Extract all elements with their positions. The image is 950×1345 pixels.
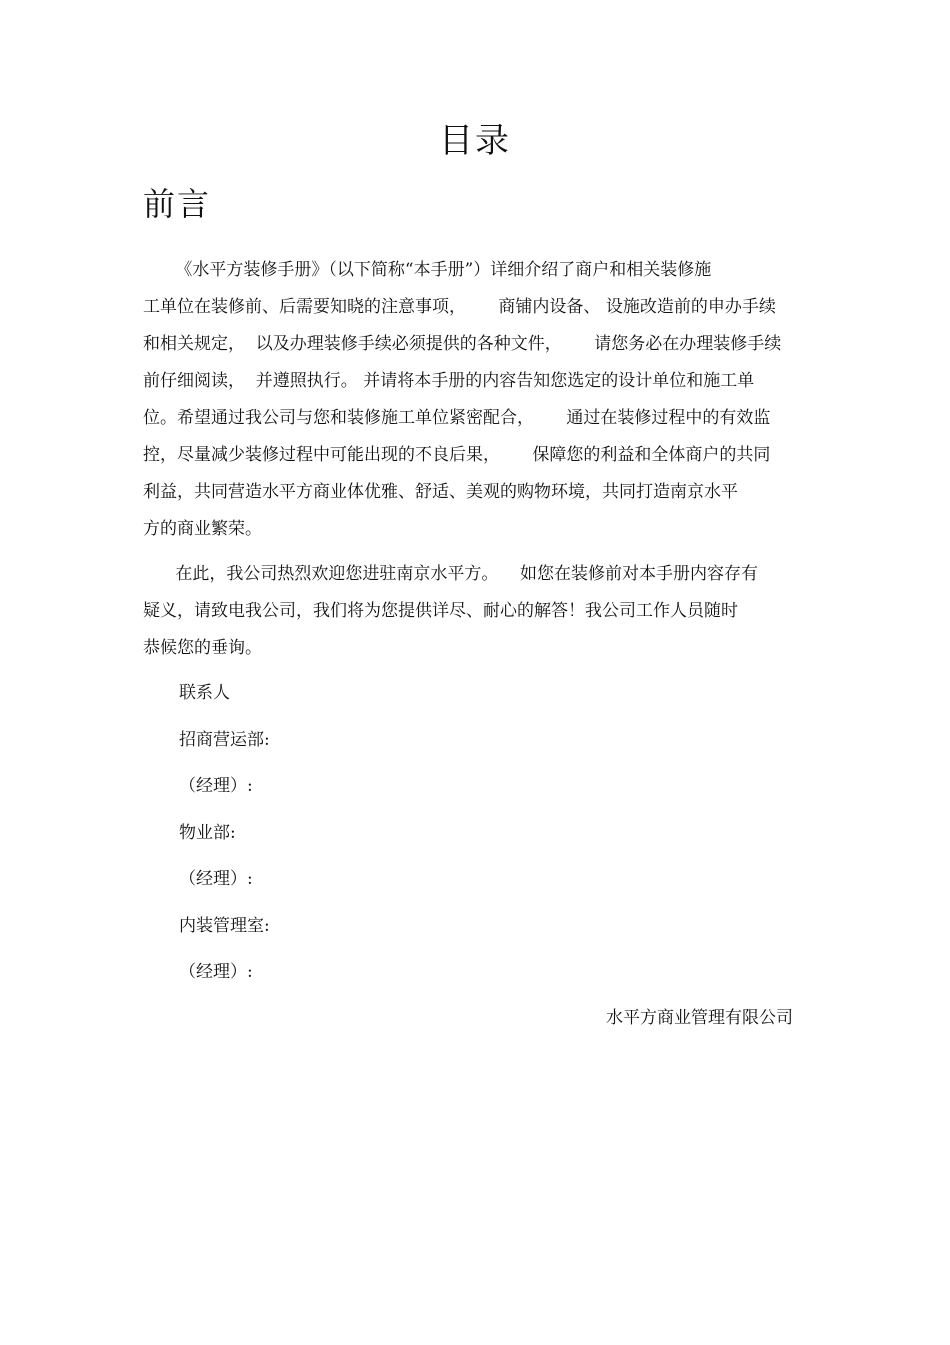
preface-paragraph-1 (143, 252, 781, 548)
contact-dept-leasing-operations: 招商营运部: (179, 729, 270, 750)
paragraph-line: 控，尽量减少装修过程中可能出现的不良后果， 保障您的利益和全体商户的共同 (143, 445, 771, 465)
contact-list (179, 675, 270, 1001)
paragraph-line: 《水平方装修手册》（以下简称“本手册”）详细介绍了商户和相关装修施 (143, 260, 712, 280)
paragraph-line: 方的商业繁荣。 (143, 519, 262, 539)
contact-manager: （经理）: (179, 869, 253, 889)
contact-dept-property: 物业部: (179, 822, 236, 843)
paragraph-line: 疑义，请致电我公司，我们将为您提供详尽、耐心的解答！我公司工作人员随时 (143, 601, 738, 621)
paragraph-line: 位。希望通过我公司与您和装修施工单位紧密配合， 通过在装修过程中的有效监 (143, 408, 771, 428)
paragraph-line: 前仔细阅读， 并遵照执行。 并请将本手册的内容告知您选定的设计单位和施工单 (143, 371, 755, 391)
section-heading-preface: 前言 (143, 185, 212, 223)
preface-paragraph-2 (143, 556, 758, 667)
paragraph-line: 在此，我公司热烈欢迎您进驻南京水平方。 如您在装修前对本手册内容存有 (143, 564, 759, 584)
paragraph-line: 恭候您的垂询。 (143, 638, 262, 658)
company-signature: 水平方商业管理有限公司 (606, 1008, 793, 1028)
contact-manager: （经理）: (179, 962, 253, 982)
contact-label: 联系人 (179, 683, 230, 703)
contact-dept-interior-management: 内装管理室: (179, 915, 270, 936)
paragraph-line: 工单位在装修前、后需要知晓的注意事项， 商铺内设备、 设施改造前的申办手续 (143, 297, 776, 317)
document-title: 目录 (439, 121, 511, 161)
paragraph-line: 和相关规定， 以及办理装修手续必须提供的各种文件， 请您务必在办理装修手续 (143, 334, 782, 354)
contact-manager: （经理）: (179, 776, 253, 796)
paragraph-line: 利益，共同营造水平方商业体优雅、舒适、美观的购物环境，共同打造南京水平 (143, 482, 738, 502)
